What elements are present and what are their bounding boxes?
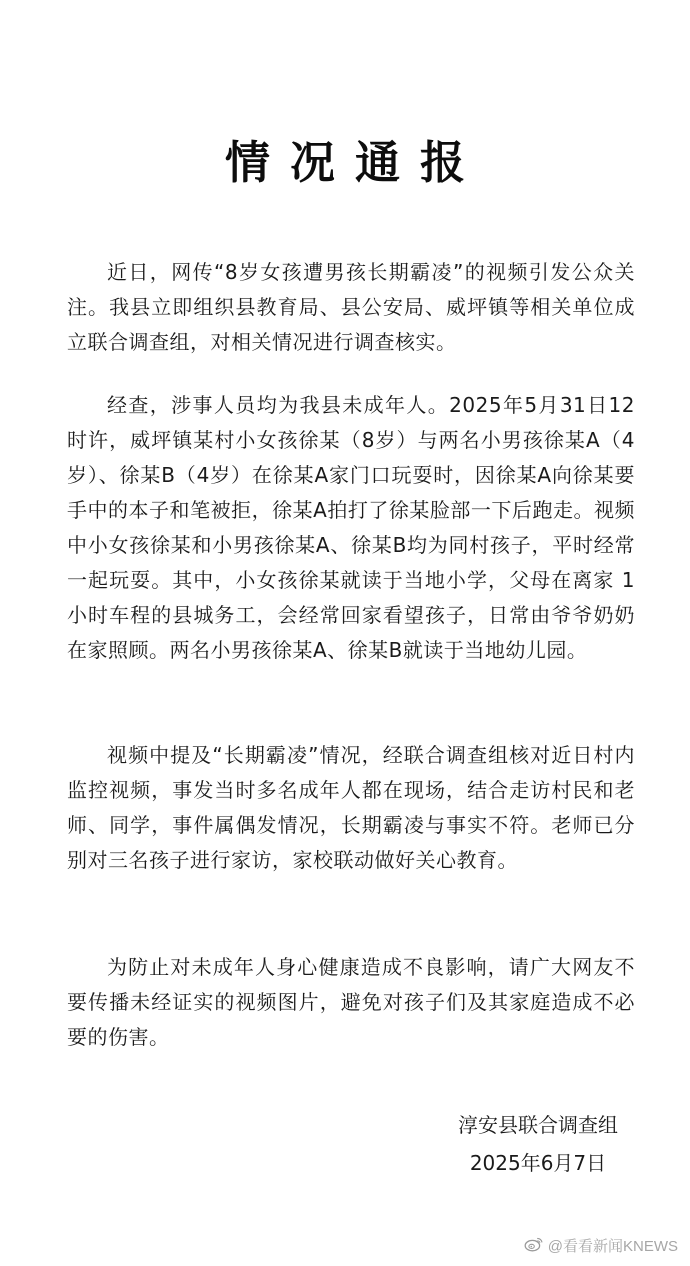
watermark-text: @看看新闻KNEWS [547, 1238, 678, 1255]
signature-block [458, 1106, 618, 1182]
paragraph-1 [67, 255, 635, 360]
paragraph-1-text: 近日，网传“8岁女孩遭男孩长期霸凌”的视频引发公众关注。我县立即组织县教育局、县公安局、威坪镇等相关单位成立联合调查组，对相关情况进行调查核实。 [67, 260, 635, 354]
paragraph-4 [67, 950, 635, 1055]
document-title: 情况通报 [224, 136, 485, 189]
issue-date: 2025年6月7日 [469, 1151, 607, 1175]
paragraph-3 [67, 738, 635, 878]
watermark [524, 1235, 678, 1256]
paragraph-2 [67, 388, 635, 668]
paragraph-4-text: 为防止对未成年人身心健康造成不良影响，请广大网友不要传播未经证实的视频图片，避免对孩子们及其家庭造成不必要的伤害。 [67, 955, 635, 1049]
weibo-icon [524, 1236, 544, 1256]
paragraph-3-text: 视频中提及“长期霸凌”情况，经联合调查组核对近日村内监控视频，事发当时多名成年人都在现场，结合走访村民和老师、同学，事件属偶发情况，长期霸凌与事实不符。老师已分别对三名孩子进行家访，家校联动做好关心教育。 [67, 743, 635, 872]
paragraph-2-text: 经查，涉事人员均为我县未成年人。2025年5月31日12时许，威坪镇某村小女孩徐某（8岁）与两名小男孩徐某A（4岁）、徐某B（4岁）在徐某A家门口玩耍时，因徐某A向徐某要手中的本子和笔被拒，徐某A拍打了徐某脸部一下后跑走。视频中小女孩徐某和小男孩徐某A、徐某B均为同村孩子，平时经常一起玩耍。其中，小女孩徐某就读于当地小学，父母在离家 1 小时车程的县城务工，会经常回家看望孩子，日常由爷爷奶奶在家照顾。两名小男孩徐某A、徐某B就读于当地幼儿园。 [67, 393, 635, 662]
issuer-name: 淳安县联合调查组 [458, 1113, 618, 1137]
